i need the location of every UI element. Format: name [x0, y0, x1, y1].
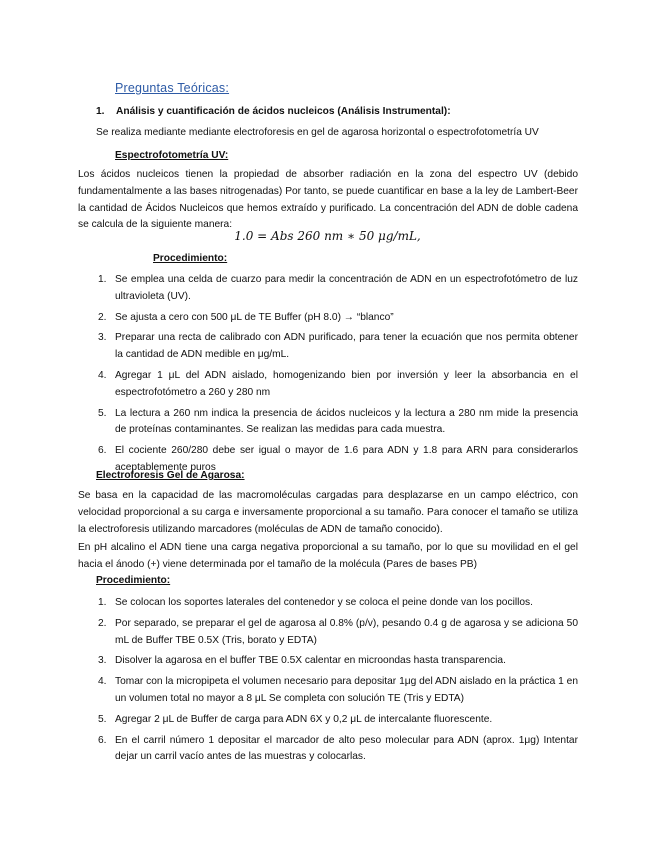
- section-1-number: 1.: [96, 106, 105, 117]
- step-text: En el carril número 1 depositar el marcador de alto peso molecular para ADN (aprox. 1μg) Intentar dejar un carril vacío antes de las muestras y colocarlas.: [115, 734, 578, 763]
- spectro-step: [78, 406, 578, 440]
- step-number: 3.: [98, 332, 107, 344]
- electro-paragraph-1: Se basa en la capacidad de las macromoléculas cargadas para desplazarse en un campo eléctrico, con velocidad proporcional a su carga e inversamente proporcional a su tamaño. Para conocer el tamaño se utiliza la electroforesis utilizando marcadores (moléculas de ADN de tamaño conocido).: [78, 490, 578, 535]
- step-number: 6.: [98, 734, 107, 746]
- step-number: 2.: [98, 311, 107, 323]
- electro-step: [78, 733, 578, 767]
- page-heading: Preguntas Teóricas:: [115, 81, 230, 95]
- step-text: Se colocan los soportes laterales del contenedor y se coloca el peine donde van los pocillos.: [115, 597, 533, 608]
- step-text: Agregar 1 μL del ADN aislado, homogenizando bien por inversión y leer la absorbancia en el espectrofotómetro a 260 y 280 nm: [115, 369, 578, 398]
- electro-step: [78, 674, 578, 708]
- spectro-paragraph: Los ácidos nucleicos tienen la propiedad de absorber radiación en la zona del espectro UV (debido fundamentalmente a las bases nitrogenadas) Por tanto, se puede cuantificar en base a la ley de Lambert-Beer la cantidad de Ácidos Nucleicos que hemos extraído y purificado. La concentración del ADN de doble cadena se calcula de la siguiente manera:: [78, 169, 578, 231]
- spectro-step: [78, 310, 578, 327]
- electro-procedure-title: Procedimiento:: [96, 575, 171, 586]
- spectro-steps: [78, 272, 578, 481]
- step-number: 1.: [98, 597, 107, 608]
- electro-step: [78, 712, 578, 729]
- step-text: La lectura a 260 nm indica la presencia de ácidos nucleicos y la lectura a 280 nm mide la presencia de proteínas contaminantes. Se realizan las medidas para cada muestra.: [115, 407, 578, 436]
- electro-title: Electroforesis Gel de Agarosa:: [96, 470, 245, 481]
- electro-step: [78, 616, 578, 650]
- spectro-procedure-title: Procedimiento:: [153, 253, 228, 264]
- section-1-title: [96, 106, 451, 117]
- step-text: Agregar 2 μL de Buffer de carga para ADN 6X y 0,2 μL de intercalante fluorescente.: [115, 713, 493, 725]
- step-number: 2.: [98, 617, 107, 629]
- section-1-intro: Se realiza mediante mediante electroforesis en gel de agarosa horizontal o espectrofotometría UV: [96, 127, 539, 138]
- step-number: 4.: [98, 369, 107, 381]
- step-text: Tomar con la micropipeta el volumen necesario para depositar 1μg del ADN aislado en la práctica 1 en un volumen total no mayor a 8 μL Se completa con solución TE (Tris y EDTA): [115, 676, 578, 704]
- step-number: 5.: [98, 407, 107, 419]
- step-number: 5.: [98, 713, 107, 725]
- electro-step: [78, 653, 578, 670]
- section-1-title-text: Análisis y cuantificación de ácidos nucleicos (Análisis Instrumental):: [116, 106, 451, 117]
- step-number: 1.: [98, 274, 107, 285]
- step-text: Por separado, se preparar el gel de agarosa al 0.8% (p/v), pesando 0.4 g de agarosa y se adiciona 50 mL de Buffer TBE 0.5X (Tris, borato y EDTA): [115, 617, 578, 646]
- electro-paragraph-2: En pH alcalino el ADN tiene una carga negativa proporcional a su tamaño, por lo que su movilidad en el gel hacia el ánodo (+) viene determinada por el tamaño de la molécula (Pares de bases PB): [78, 542, 578, 570]
- step-text: Disolver la agarosa en el buffer TBE 0.5X calentar en microondas hasta transparencia.: [115, 655, 506, 667]
- spectro-step: [78, 272, 578, 306]
- spectro-step: [78, 368, 578, 402]
- spectro-title: Espectrofotometría UV:: [115, 150, 229, 161]
- step-number: 3.: [98, 655, 107, 667]
- spectro-step: [78, 330, 578, 364]
- step-text: Se emplea una celda de cuarzo para medir la concentración de ADN en un espectrofotómetro de luz ultravioleta (UV).: [115, 274, 578, 302]
- concentration-formula: 1.0 = Abs 260 nm ∗ 50 μg/mL,: [234, 229, 421, 243]
- step-number: 4.: [98, 676, 107, 688]
- step-number: 6.: [98, 445, 107, 457]
- electro-step: [78, 595, 578, 612]
- electro-steps: [78, 595, 578, 770]
- step-text: El cociente 260/280 debe ser igual o mayor de 1.6 para ADN y 1.8 para ARN para considerarlos aceptablemente puros: [115, 445, 578, 473]
- step-text: Preparar una recta de calibrado con ADN purificado, para tener la ecuación que nos permita obtener la cantidad de ADN medible en μg/mL.: [115, 332, 578, 361]
- step-text: Se ajusta a cero con 500 μL de TE Buffer (pH 8.0) → “blanco”: [115, 311, 394, 323]
